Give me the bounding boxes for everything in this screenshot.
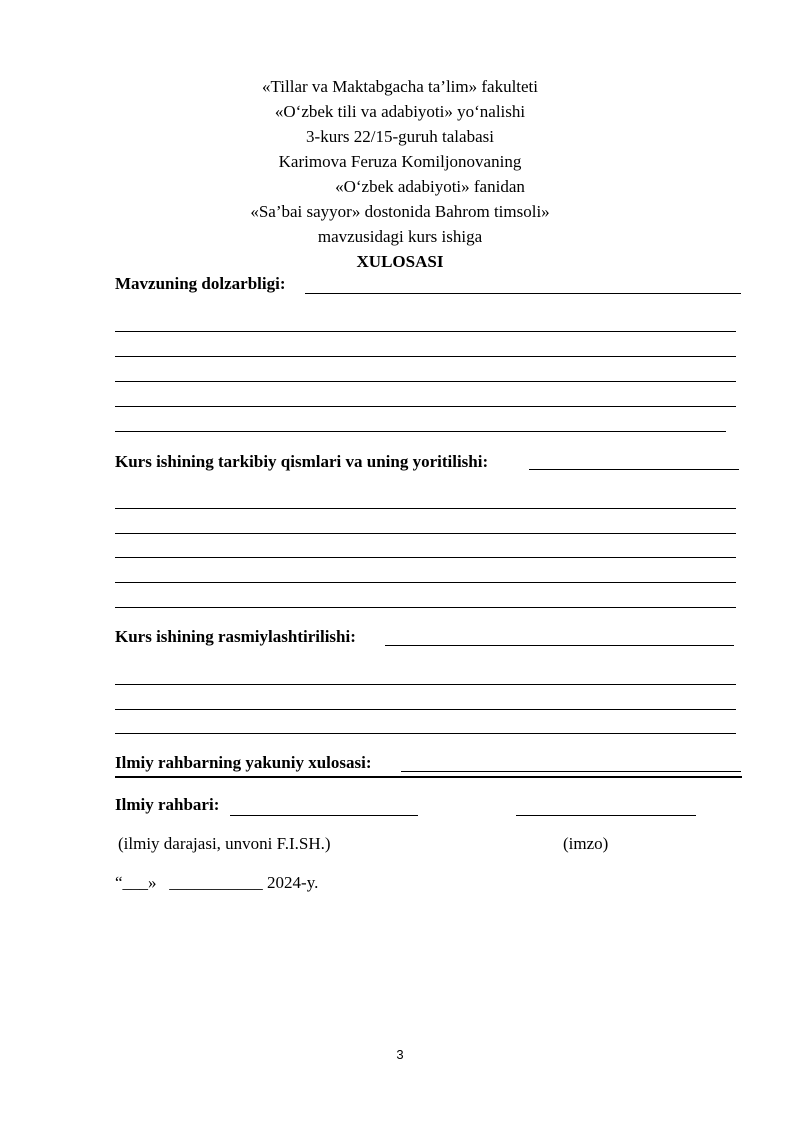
relevance-inline-line (305, 293, 741, 294)
structure-label: Kurs ishining tarkibiy qismlari va uning yoritilishi: (115, 452, 489, 471)
course-group-line: 3-kurs 22/15-guruh talabasi (306, 127, 494, 146)
structure-line-4 (115, 582, 736, 583)
signature-line (516, 815, 696, 816)
final-conclusion-inline-line (401, 771, 741, 772)
structure-line-2 (115, 533, 736, 534)
subject-line: «O‘zbek adabiyoti» fanidan (335, 177, 525, 196)
date-line: “___» ___________ 2024-y. (115, 873, 319, 892)
document-title: XULOSASI (356, 252, 444, 271)
formatting-inline-line (385, 645, 734, 646)
advisor-name-line (230, 815, 418, 816)
structure-inline-line (529, 469, 739, 470)
formatting-line-2 (115, 709, 736, 710)
advisor-caption: (ilmiy darajasi, unvoni F.I.SH.) (118, 834, 331, 853)
formatting-line-3 (115, 733, 736, 734)
student-name-line: Karimova Feruza Komiljonovaning (278, 152, 522, 171)
final-conclusion-underline (115, 776, 742, 778)
page-number: 3 (396, 1047, 404, 1062)
formatting-label: Kurs ishining rasmiylashtirilishi: (115, 627, 356, 646)
advisor-label: Ilmiy rahbari: (115, 795, 220, 814)
faculty-line: «Tillar va Maktabgacha ta’lim» fakulteti (261, 77, 539, 96)
final-conclusion-label: Ilmiy rahbarning yakuniy xulosasi: (115, 753, 372, 772)
relevance-line-1 (115, 331, 736, 332)
relevance-line-5 (115, 431, 726, 432)
structure-line-5 (115, 607, 736, 608)
formatting-line-1 (115, 684, 736, 685)
relevance-line-2 (115, 356, 736, 357)
work-line: mavzusidagi kurs ishiga (317, 227, 483, 246)
structure-line-3 (115, 557, 736, 558)
relevance-line-3 (115, 381, 736, 382)
structure-line-1 (115, 508, 736, 509)
relevance-line-4 (115, 406, 736, 407)
topic-line: «Sa’bai sayyor» dostonida Bahrom timsoli» (250, 202, 550, 221)
signature-caption: (imzo) (563, 834, 609, 853)
direction-line: «O‘zbek tili va adabiyoti» yo‘nalishi (274, 102, 526, 121)
relevance-label: Mavzuning dolzarbligi: (115, 274, 286, 293)
